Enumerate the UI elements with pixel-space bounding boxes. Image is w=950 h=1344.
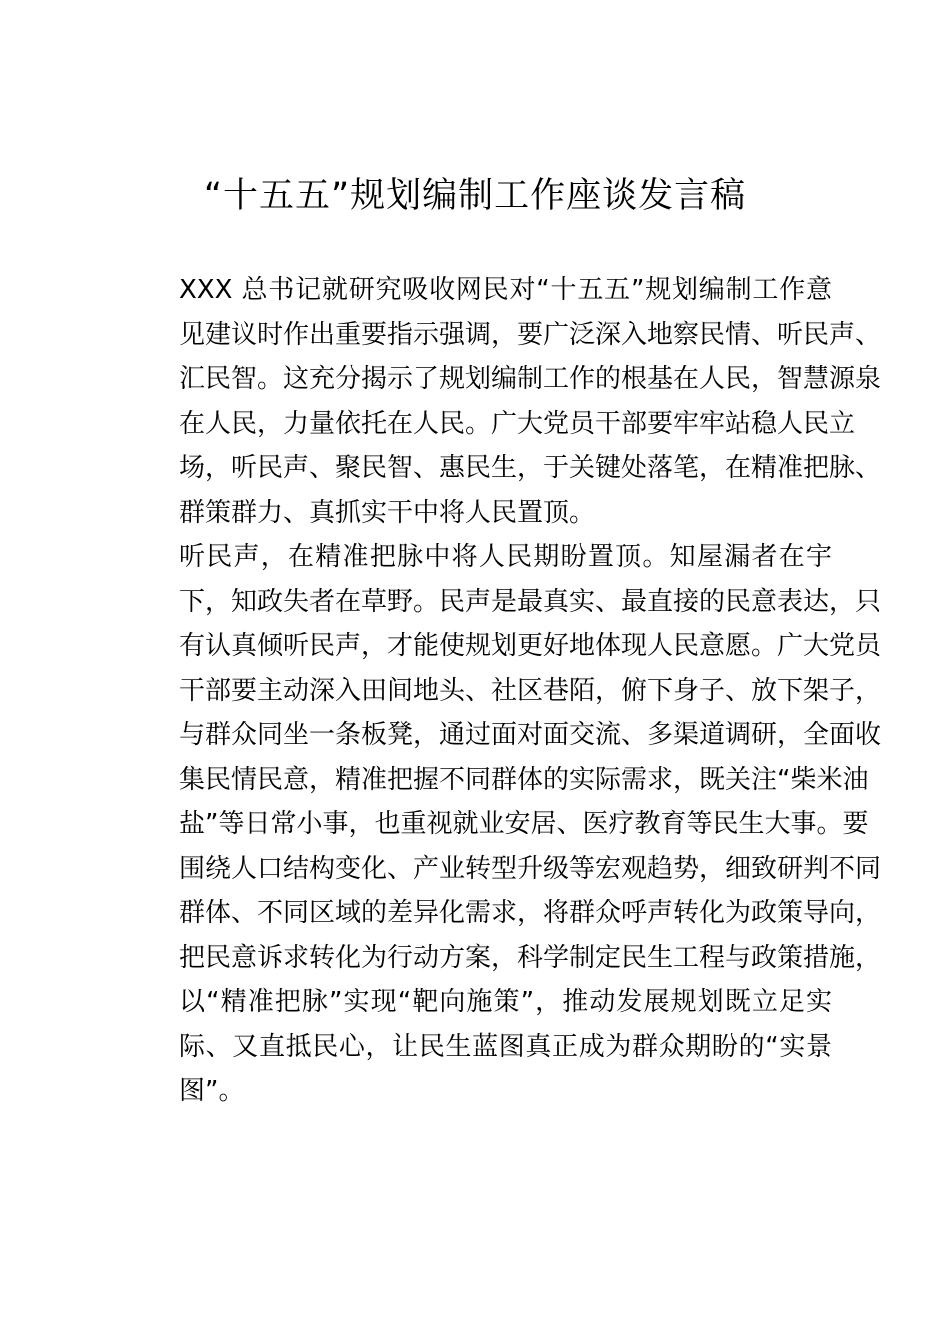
paragraph-line: 以“精准把脉”实现“靶向施策”，推动发展规划既立足实 (179, 987, 832, 1017)
paragraph-line: 把民意诉求转化为行动方案，科学制定民生工程与政策措施， (179, 942, 882, 973)
paragraph-line: 盐”等日常小事，也重视就业安居、医疗教育等民生大事。要 (179, 809, 869, 839)
paragraph-line: 图”。 (179, 1076, 245, 1106)
paragraph-line: 有认真倾听民声，才能使规划更好地体现人民意愿。广大党员 (179, 631, 882, 661)
paragraph-line: 干部要主动深入田间地头、社区巷陌，俯下身子、放下架子， (179, 675, 882, 706)
paragraph-line: 下，知政失者在草野。民声是最真实、最直接的民意表达，只 (179, 586, 882, 617)
paragraph-line: 际、又直抵民心，让民生蓝图真正成为群众期盼的“实景 (179, 1031, 832, 1062)
paragraph-line: 听民声，在精准把脉中将人民期盼置顶。知屋漏者在宇 (179, 542, 832, 572)
paragraph-line: 场，听民声、聚民智、惠民生，于关键处落笔，在精准把脉、 (179, 453, 882, 483)
paragraph-line: 群策群力、真抓实干中将人民置顶。 (179, 497, 596, 528)
paragraph-1 (127, 268, 882, 535)
paragraph-line: XXX 总书记就研究吸收网民对“十五五”规划编制工作意 (179, 275, 832, 305)
paragraph-line: 群体、不同区域的差异化需求，将群众呼声转化为政策导向， (179, 898, 882, 928)
paragraph-line: 与群众同坐一条板凳，通过面对面交流、多渠道调研，全面收 (179, 720, 882, 750)
paragraph-line: 集民情民意，精准把握不同群体的实际需求，既关注“柴米油 (179, 764, 869, 795)
paragraph-line: 围绕人口结构变化、产业转型升级等宏观趋势，细致研判不同 (179, 853, 882, 884)
paragraph-line: 见建议时作出重要指示强调，要广泛深入地察民情、听民声、 (179, 319, 882, 350)
document-body (127, 268, 882, 1114)
paragraph-2 (127, 535, 882, 1114)
paragraph-line: 汇民智。这充分揭示了规划编制工作的根基在人民，智慧源泉 (179, 364, 882, 394)
paragraph-line: 在人民，力量依托在人民。广大党员干部要牢牢站稳人民立 (179, 408, 856, 439)
document-title: “十五五”规划编制工作座谈发言稿 (203, 176, 747, 216)
